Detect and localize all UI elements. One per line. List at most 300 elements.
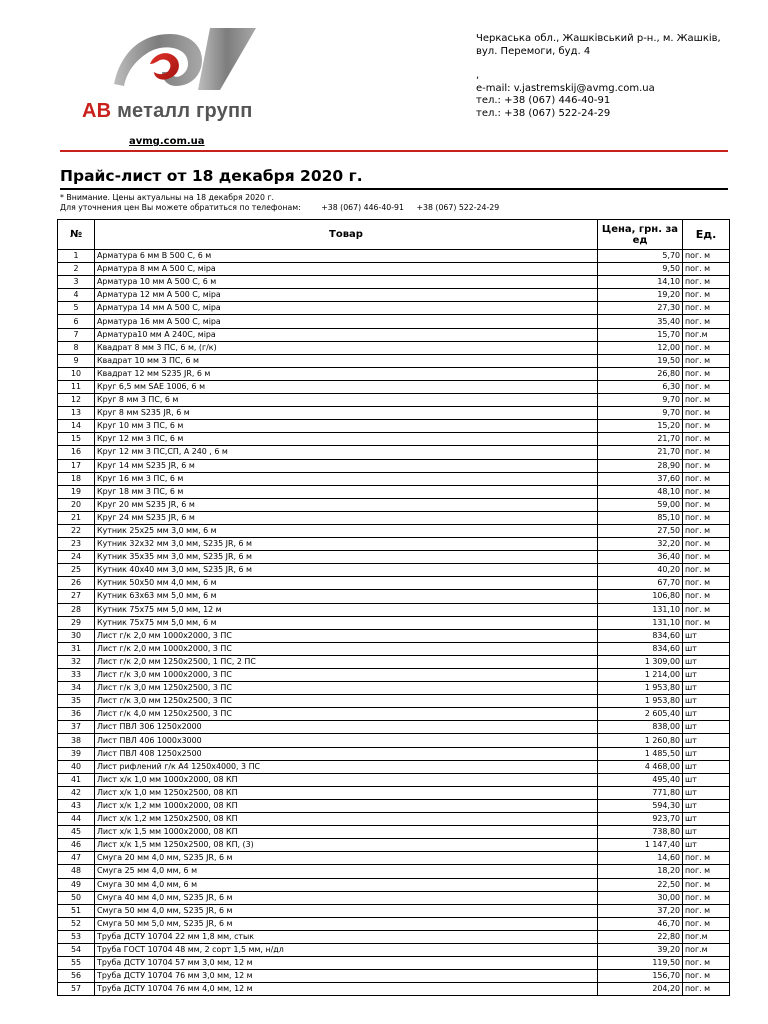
row-unit: шт	[683, 708, 730, 721]
table-header-row	[58, 220, 730, 250]
row-price: 40,20	[598, 564, 683, 577]
row-unit: шт	[683, 826, 730, 839]
row-unit: пог. м	[683, 394, 730, 407]
row-number: 28	[58, 603, 95, 616]
table-row	[58, 629, 730, 642]
row-unit: пог. м	[683, 616, 730, 629]
row-number: 41	[58, 773, 95, 786]
row-number: 34	[58, 682, 95, 695]
row-product: Круг 24 мм S235 JR, 6 м	[95, 511, 598, 524]
row-number: 46	[58, 839, 95, 852]
row-unit: пог. м	[683, 485, 730, 498]
table-row	[58, 354, 730, 367]
row-number: 55	[58, 957, 95, 970]
table-row	[58, 721, 730, 734]
row-product: Лист г/к 2,0 мм 1000х2000, 3 ПС	[95, 642, 598, 655]
row-number: 32	[58, 655, 95, 668]
row-product: Труба ГОСТ 10704 48 мм, 2 сорт 1,5 мм, н/дл	[95, 943, 598, 956]
row-product: Лист г/к 3,0 мм 1000х2000, 3 ПС	[95, 669, 598, 682]
table-row	[58, 250, 730, 263]
table-row	[58, 433, 730, 446]
row-unit: шт	[683, 839, 730, 852]
row-price: 838,00	[598, 721, 683, 734]
row-price: 18,20	[598, 865, 683, 878]
table-row	[58, 367, 730, 380]
row-product: Арматура10 мм А 240С, міра	[95, 328, 598, 341]
row-number: 20	[58, 498, 95, 511]
table-row	[58, 380, 730, 393]
row-product: Лист х/к 1,0 мм 1000х2000, 08 КП	[95, 773, 598, 786]
row-number: 26	[58, 577, 95, 590]
row-number: 45	[58, 826, 95, 839]
row-price: 1 309,00	[598, 655, 683, 668]
table-row	[58, 930, 730, 943]
row-unit: пог. м	[683, 367, 730, 380]
row-unit: пог. м	[683, 904, 730, 917]
row-product: Кутник 40х40 мм 3,0 мм, S235 JR, 6 м	[95, 564, 598, 577]
row-product: Кутник 35х35 мм 3,0 мм, S235 JR, 6 м	[95, 551, 598, 564]
row-number: 22	[58, 524, 95, 537]
company-name	[82, 100, 253, 123]
table-row	[58, 524, 730, 537]
row-number: 25	[58, 564, 95, 577]
row-unit: пог. м	[683, 603, 730, 616]
row-price: 1 260,80	[598, 734, 683, 747]
table-row	[58, 315, 730, 328]
table-row	[58, 446, 730, 459]
row-price: 1 953,80	[598, 695, 683, 708]
table-row	[58, 865, 730, 878]
row-product: Круг 20 мм S235 JR, 6 м	[95, 498, 598, 511]
row-product: Круг 8 мм 3 ПС, 6 м	[95, 394, 598, 407]
table-row	[58, 511, 730, 524]
table-row	[58, 341, 730, 354]
row-unit: пог. м	[683, 917, 730, 930]
row-number: 3	[58, 276, 95, 289]
row-price: 28,90	[598, 459, 683, 472]
row-number: 30	[58, 629, 95, 642]
row-price: 15,20	[598, 420, 683, 433]
table-row	[58, 852, 730, 865]
table-row	[58, 551, 730, 564]
table-row	[58, 538, 730, 551]
row-unit: шт	[683, 721, 730, 734]
row-price: 19,20	[598, 289, 683, 302]
table-row	[58, 773, 730, 786]
row-number: 42	[58, 786, 95, 799]
row-price: 27,30	[598, 302, 683, 315]
row-price: 12,00	[598, 341, 683, 354]
row-price: 15,70	[598, 328, 683, 341]
note-text: Для уточнения цен Вы можете обратиться по телефонам:	[60, 203, 301, 212]
row-price: 37,20	[598, 904, 683, 917]
row-price: 59,00	[598, 498, 683, 511]
row-product: Квадрат 8 мм 3 ПС, 6 м, (г/к)	[95, 341, 598, 354]
row-unit: шт	[683, 773, 730, 786]
row-product: Кутник 75х75 мм 5,0 мм, 12 м	[95, 603, 598, 616]
row-unit: пог. м	[683, 420, 730, 433]
price-table	[57, 219, 730, 996]
row-price: 9,50	[598, 263, 683, 276]
table-row	[58, 420, 730, 433]
row-product: Труба ДСТУ 10704 22 мм 1,8 мм, стык	[95, 930, 598, 943]
row-price: 1 214,00	[598, 669, 683, 682]
table-row	[58, 564, 730, 577]
row-number: 44	[58, 813, 95, 826]
row-unit: шт	[683, 682, 730, 695]
row-product: Смуга 50 мм 4,0 мм, S235 JR, 6 м	[95, 904, 598, 917]
row-unit: пог. м	[683, 289, 730, 302]
row-unit: пог. м	[683, 446, 730, 459]
row-unit: шт	[683, 813, 730, 826]
row-number: 47	[58, 852, 95, 865]
row-unit: шт	[683, 786, 730, 799]
row-price: 21,70	[598, 433, 683, 446]
row-product: Смуга 50 мм 5,0 мм, S235 JR, 6 м	[95, 917, 598, 930]
row-product: Лист г/к 2,0 мм 1250х2500, 1 ПС, 2 ПС	[95, 655, 598, 668]
row-price: 14,60	[598, 852, 683, 865]
row-product: Арматура 10 мм А 500 С, 6 м	[95, 276, 598, 289]
row-price: 46,70	[598, 917, 683, 930]
table-row	[58, 603, 730, 616]
table-row	[58, 917, 730, 930]
table-row	[58, 708, 730, 721]
row-number: 50	[58, 891, 95, 904]
row-unit: пог. м	[683, 590, 730, 603]
row-unit: пог. м	[683, 407, 730, 420]
row-product: Круг 10 мм 3 ПС, 6 м	[95, 420, 598, 433]
row-price: 834,60	[598, 629, 683, 642]
note-line-2	[60, 203, 499, 213]
row-unit: шт	[683, 695, 730, 708]
row-price: 22,50	[598, 878, 683, 891]
col-header-unit: Ед.	[683, 220, 730, 250]
row-product: Арматура 6 мм В 500 С, 6 м	[95, 250, 598, 263]
row-number: 31	[58, 642, 95, 655]
row-price: 9,70	[598, 394, 683, 407]
email-text[interactable]: e-mail: v.jastremskij@avmg.com.ua	[476, 82, 655, 94]
row-unit: пог.м	[683, 930, 730, 943]
row-price: 30,00	[598, 891, 683, 904]
row-unit: пог. м	[683, 538, 730, 551]
table-row	[58, 328, 730, 341]
table-row	[58, 943, 730, 956]
website-link[interactable]: avmg.com.ua	[129, 136, 205, 147]
row-unit: пог. м	[683, 983, 730, 996]
row-number: 4	[58, 289, 95, 302]
row-product: Кутник 75х75 мм 5,0 мм, 6 м	[95, 616, 598, 629]
row-unit: пог. м	[683, 354, 730, 367]
row-price: 119,50	[598, 957, 683, 970]
row-product: Круг 18 мм 3 ПС, 6 м	[95, 485, 598, 498]
row-price: 834,60	[598, 642, 683, 655]
row-number: 24	[58, 551, 95, 564]
row-price: 21,70	[598, 446, 683, 459]
table-row	[58, 760, 730, 773]
row-number: 12	[58, 394, 95, 407]
row-price: 594,30	[598, 799, 683, 812]
row-number: 18	[58, 472, 95, 485]
row-price: 495,40	[598, 773, 683, 786]
row-price: 131,10	[598, 616, 683, 629]
row-product: Лист г/к 3,0 мм 1250х2500, 3 ПС	[95, 682, 598, 695]
row-number: 15	[58, 433, 95, 446]
table-row	[58, 891, 730, 904]
row-price: 37,60	[598, 472, 683, 485]
row-product: Квадрат 12 мм S235 JR, 6 м	[95, 367, 598, 380]
row-price: 1 953,80	[598, 682, 683, 695]
row-number: 57	[58, 983, 95, 996]
row-number: 40	[58, 760, 95, 773]
row-product: Квадрат 10 мм 3 ПС, 6 м	[95, 354, 598, 367]
row-product: Труба ДСТУ 10704 76 мм 3,0 мм, 12 м	[95, 970, 598, 983]
row-price: 2 605,40	[598, 708, 683, 721]
table-row	[58, 276, 730, 289]
company-name-ab: АВ	[82, 100, 112, 122]
row-unit: пог. м	[683, 511, 730, 524]
row-number: 29	[58, 616, 95, 629]
company-logo	[82, 24, 282, 124]
row-product: Лист х/к 1,5 мм 1000х2000, 08 КП	[95, 826, 598, 839]
row-price: 48,10	[598, 485, 683, 498]
row-product: Лист рифлений г/к А4 1250х4000, 3 ПС	[95, 760, 598, 773]
header-divider	[60, 150, 728, 152]
row-unit: шт	[683, 629, 730, 642]
row-unit: шт	[683, 669, 730, 682]
row-price: 14,10	[598, 276, 683, 289]
table-row	[58, 878, 730, 891]
note-phone-1: +38 (067) 446-40-91	[321, 203, 404, 212]
phone-1: тел.: +38 (067) 446-40-91	[476, 95, 611, 106]
row-price: 5,70	[598, 250, 683, 263]
row-unit: пог. м	[683, 433, 730, 446]
row-unit: пог. м	[683, 551, 730, 564]
table-row	[58, 682, 730, 695]
page-title: Прайс-лист от 18 декабря 2020 г.	[60, 167, 363, 185]
note-line-1: * Внимание. Цены актуальны на 18 декабря 2020 г.	[60, 193, 275, 202]
row-number: 36	[58, 708, 95, 721]
row-price: 27,50	[598, 524, 683, 537]
table-row	[58, 407, 730, 420]
col-header-product: Товар	[95, 220, 598, 250]
table-row	[58, 786, 730, 799]
row-unit: пог. м	[683, 970, 730, 983]
row-product: Лист х/к 1,2 мм 1000х2000, 08 КП	[95, 799, 598, 812]
row-number: 2	[58, 263, 95, 276]
phone-2: тел.: +38 (067) 522-24-29	[476, 107, 611, 119]
row-product: Смуга 40 мм 4,0 мм, S235 JR, 6 м	[95, 891, 598, 904]
row-unit: пог.м	[683, 943, 730, 956]
row-unit: пог. м	[683, 250, 730, 263]
col-header-number: №	[58, 220, 95, 250]
table-row	[58, 472, 730, 485]
row-unit: пог. м	[683, 341, 730, 354]
row-unit: пог. м	[683, 564, 730, 577]
row-unit: пог. м	[683, 459, 730, 472]
row-product: Круг 16 мм 3 ПС, 6 м	[95, 472, 598, 485]
row-unit: пог. м	[683, 315, 730, 328]
row-number: 10	[58, 367, 95, 380]
table-row	[58, 577, 730, 590]
row-unit: шт	[683, 734, 730, 747]
row-product: Лист г/к 2,0 мм 1000х2000, 3 ПС	[95, 629, 598, 642]
row-price: 131,10	[598, 603, 683, 616]
row-unit: пог. м	[683, 878, 730, 891]
price-note	[60, 193, 499, 213]
contact-separator: ,	[476, 70, 480, 81]
row-unit: шт	[683, 760, 730, 773]
row-product: Круг 14 мм S235 JR, 6 м	[95, 459, 598, 472]
row-number: 6	[58, 315, 95, 328]
table-row	[58, 826, 730, 839]
row-price: 36,40	[598, 551, 683, 564]
row-number: 19	[58, 485, 95, 498]
row-product: Лист ПВЛ 406 1000х3000	[95, 734, 598, 747]
table-row	[58, 394, 730, 407]
row-number: 5	[58, 302, 95, 315]
title-divider	[60, 188, 728, 190]
row-price: 22,80	[598, 930, 683, 943]
table-row	[58, 747, 730, 760]
row-price: 9,70	[598, 407, 683, 420]
note-phone-2: +38 (067) 522-24-29	[416, 203, 500, 212]
row-product: Труба ДСТУ 10704 76 мм 4,0 мм, 12 м	[95, 983, 598, 996]
row-price: 1 485,50	[598, 747, 683, 760]
row-product: Лист х/к 1,5 мм 1250х2500, 08 КП, (3)	[95, 839, 598, 852]
row-number: 39	[58, 747, 95, 760]
table-row	[58, 695, 730, 708]
row-unit: шт	[683, 799, 730, 812]
row-number: 7	[58, 328, 95, 341]
row-unit: пог. м	[683, 524, 730, 537]
table-body	[58, 250, 730, 996]
row-product: Арматура 8 мм А 500 С, міра	[95, 263, 598, 276]
row-price: 26,80	[598, 367, 683, 380]
row-unit: пог. м	[683, 577, 730, 590]
table-row	[58, 616, 730, 629]
table-row	[58, 655, 730, 668]
row-product: Круг 12 мм 3 ПС, 6 м	[95, 433, 598, 446]
row-unit: пог. м	[683, 276, 730, 289]
row-unit: пог. м	[683, 302, 730, 315]
row-unit: пог. м	[683, 498, 730, 511]
row-number: 17	[58, 459, 95, 472]
row-price: 156,70	[598, 970, 683, 983]
row-unit: шт	[683, 655, 730, 668]
row-unit: пог. м	[683, 852, 730, 865]
row-price: 39,20	[598, 943, 683, 956]
table-row	[58, 957, 730, 970]
row-unit: пог. м	[683, 957, 730, 970]
table-row	[58, 970, 730, 983]
table-row	[58, 498, 730, 511]
row-number: 27	[58, 590, 95, 603]
row-product: Арматура 14 мм А 500 С, міра	[95, 302, 598, 315]
row-price: 1 147,40	[598, 839, 683, 852]
row-unit: пог.м	[683, 328, 730, 341]
col-header-price: Цена, грн. за ед	[598, 220, 683, 250]
row-product: Круг 12 мм 3 ПС,СП, А 240 , 6 м	[95, 446, 598, 459]
row-number: 51	[58, 904, 95, 917]
row-number: 16	[58, 446, 95, 459]
address-line-2: вул. Перемоги, буд. 4	[476, 45, 591, 57]
contact-block	[476, 33, 721, 120]
row-number: 9	[58, 354, 95, 367]
row-product: Смуга 25 мм 4,0 мм, 6 м	[95, 865, 598, 878]
row-unit: пог. м	[683, 472, 730, 485]
row-unit: пог. м	[683, 380, 730, 393]
table-row	[58, 289, 730, 302]
table-row	[58, 642, 730, 655]
row-product: Круг 8 мм S235 JR, 6 м	[95, 407, 598, 420]
row-number: 49	[58, 878, 95, 891]
row-product: Лист г/к 4,0 мм 1250х2500, 3 ПС	[95, 708, 598, 721]
table-row	[58, 904, 730, 917]
row-number: 54	[58, 943, 95, 956]
row-product: Кутник 63х63 мм 5,0 мм, 6 м	[95, 590, 598, 603]
row-product: Арматура 12 мм А 500 С, міра	[95, 289, 598, 302]
row-product: Арматура 16 мм А 500 С, міра	[95, 315, 598, 328]
logo-mark-icon	[110, 24, 260, 94]
row-price: 85,10	[598, 511, 683, 524]
company-name-rest: металл групп	[117, 100, 253, 122]
table-row	[58, 485, 730, 498]
row-product: Смуга 20 мм 4,0 мм, S235 JR, 6 м	[95, 852, 598, 865]
row-price: 32,20	[598, 538, 683, 551]
row-product: Лист ПВЛ 306 1250х2000	[95, 721, 598, 734]
row-number: 21	[58, 511, 95, 524]
row-product: Труба ДСТУ 10704 57 мм 3,0 мм, 12 м	[95, 957, 598, 970]
row-price: 738,80	[598, 826, 683, 839]
row-price: 204,20	[598, 983, 683, 996]
row-number: 43	[58, 799, 95, 812]
row-product: Лист х/к 1,2 мм 1250х2500, 08 КП	[95, 813, 598, 826]
row-price: 6,30	[598, 380, 683, 393]
row-number: 23	[58, 538, 95, 551]
table-row	[58, 590, 730, 603]
row-product: Круг 6,5 мм SAE 1006, 6 м	[95, 380, 598, 393]
row-price: 923,70	[598, 813, 683, 826]
row-price: 4 468,00	[598, 760, 683, 773]
row-number: 56	[58, 970, 95, 983]
table-row	[58, 799, 730, 812]
table-row	[58, 813, 730, 826]
row-number: 38	[58, 734, 95, 747]
row-product: Смуга 30 мм 4,0 мм, 6 м	[95, 878, 598, 891]
row-number: 14	[58, 420, 95, 433]
row-price: 67,70	[598, 577, 683, 590]
row-unit: пог. м	[683, 891, 730, 904]
table-row	[58, 459, 730, 472]
row-product: Кутник 32х32 мм 3,0 мм, S235 JR, 6 м	[95, 538, 598, 551]
row-product: Лист ПВЛ 408 1250х2500	[95, 747, 598, 760]
row-number: 1	[58, 250, 95, 263]
row-product: Кутник 25х25 мм 3,0 мм, 6 м	[95, 524, 598, 537]
row-number: 33	[58, 669, 95, 682]
row-product: Кутник 50х50 мм 4,0 мм, 6 м	[95, 577, 598, 590]
table-row	[58, 302, 730, 315]
address-line-1: Черкаська обл., Жашківський р-н., м. Жашків,	[476, 33, 721, 44]
row-price: 771,80	[598, 786, 683, 799]
row-number: 37	[58, 721, 95, 734]
row-number: 53	[58, 930, 95, 943]
row-number: 13	[58, 407, 95, 420]
table-row	[58, 263, 730, 276]
table-row	[58, 734, 730, 747]
table-row	[58, 983, 730, 996]
row-number: 52	[58, 917, 95, 930]
row-number: 11	[58, 380, 95, 393]
